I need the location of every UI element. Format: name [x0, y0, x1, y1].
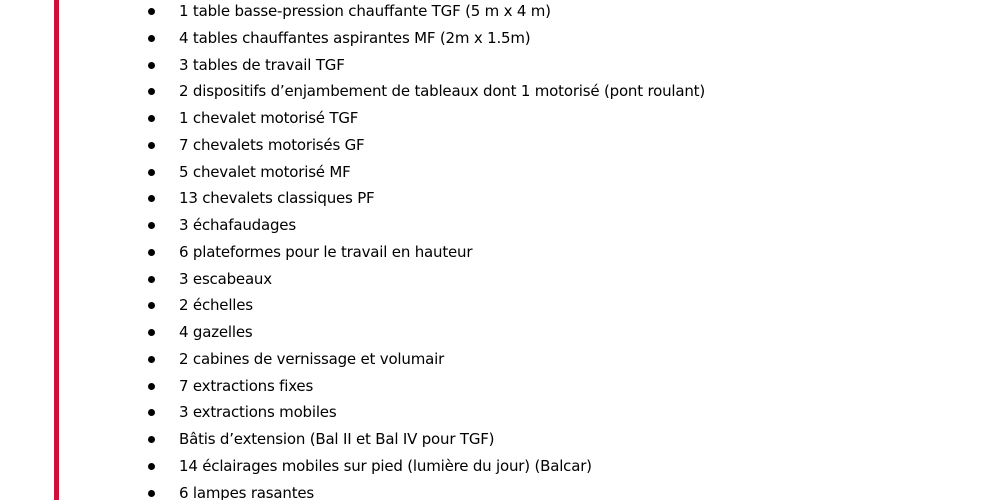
list-item-text: 2 dispositifs d’enjambement de tableaux dont 1 motorisé (pont roulant)	[179, 82, 705, 101]
bullet-icon	[148, 88, 155, 95]
list-item-text: 7 extractions fixes	[179, 376, 314, 395]
bullet-icon	[148, 8, 155, 15]
bullet-icon	[148, 356, 155, 363]
list-item-text: 5 chevalet motorisé MF	[179, 162, 351, 181]
list-item-text: 6 plateformes pour le travail en hauteur	[179, 242, 473, 261]
list-item-text: 3 escabeaux	[179, 269, 272, 288]
bullet-icon	[148, 463, 155, 470]
list-item-text: 14 éclairages mobiles sur pied (lumière du jour) (Balcar)	[179, 456, 592, 475]
list-item-text: 1 chevalet motorisé TGF	[179, 109, 359, 127]
list-item-text: 7 chevalets motorisés GF	[179, 135, 365, 154]
list-item-text: 3 échafaudages	[179, 216, 296, 234]
list-item-text: 3 extractions mobiles	[179, 403, 337, 422]
bullet-icon	[148, 436, 155, 443]
bullet-icon	[148, 169, 155, 176]
list-item-text: 4 gazelles	[179, 323, 253, 341]
bullet-icon	[148, 409, 155, 416]
bullet-icon	[148, 195, 155, 202]
list-item-text: 13 chevalets classiques PF	[179, 189, 375, 208]
list-item-text: 2 cabines de vernissage et volumair	[179, 349, 445, 368]
list-item-text: Bâtis d’extension (Bal II et Bal IV pour TGF)	[179, 430, 495, 448]
margin-rule	[54, 0, 59, 500]
bullet-icon	[148, 249, 155, 256]
bullet-icon	[148, 383, 155, 390]
bullet-icon	[148, 276, 155, 283]
list-item-text: 2 échelles	[179, 296, 253, 315]
bullet-icon	[148, 115, 155, 122]
bullet-icon	[148, 222, 155, 229]
bullet-icon	[148, 35, 155, 42]
bullet-icon	[148, 302, 155, 309]
bullet-icon	[148, 142, 155, 149]
list-item-text: 1 table basse-pression chauffante TGF (5 m x 4 m)	[179, 2, 551, 20]
bullet-icon	[148, 329, 155, 336]
list-item-text: 3 tables de travail TGF	[179, 55, 345, 74]
list-item-text: 6 lampes rasantes	[179, 483, 315, 500]
bullet-icon	[148, 62, 155, 69]
list-item-text: 4 tables chauffantes aspirantes MF (2m x 1.5m)	[179, 28, 531, 47]
bullet-icon	[148, 490, 155, 497]
